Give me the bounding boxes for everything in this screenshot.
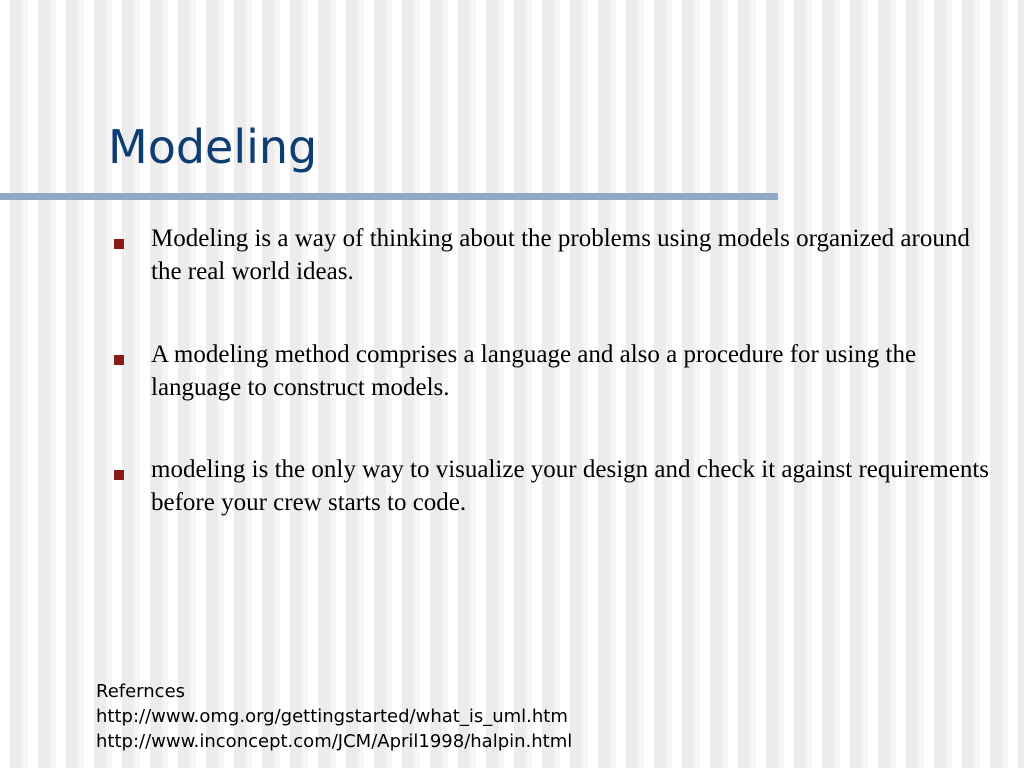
square-bullet-icon (114, 239, 124, 249)
reference-link[interactable]: http://www.omg.org/gettingstarted/what_is_uml.htm (96, 706, 568, 727)
bullet-text: A modeling method comprises a language and also a procedure for using the language to construct models. (151, 341, 917, 401)
bullet-text: Modeling is a way of thinking about the problems using models organized around the real world ideas. (151, 225, 970, 285)
references-block (96, 679, 572, 754)
slide-title: Modeling (108, 120, 318, 174)
square-bullet-icon (114, 355, 124, 365)
title-divider (0, 193, 778, 200)
reference-link[interactable]: http://www.inconcept.com/JCM/April1998/halpin.html (96, 731, 573, 752)
square-bullet-icon (114, 470, 124, 480)
bullet-text: modeling is the only way to visualize your design and check it against requirements before your crew starts to code. (151, 456, 989, 516)
references-heading: Refernces (96, 681, 186, 702)
